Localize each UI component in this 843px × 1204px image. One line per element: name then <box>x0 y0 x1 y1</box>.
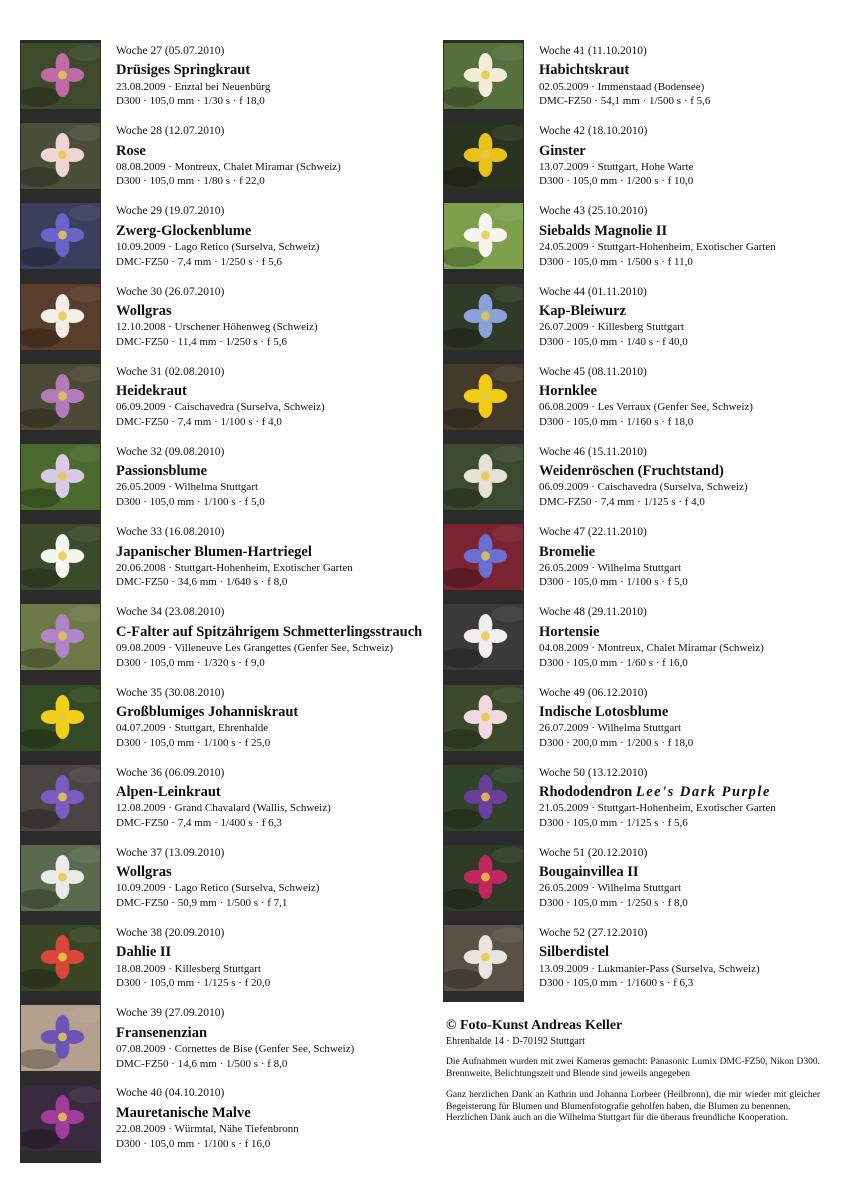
camera-settings: D300 · 105,0 mm · 1/80 s · f 22,0 <box>116 175 265 188</box>
left-column <box>20 40 423 1163</box>
filmstrip-frame <box>443 361 524 441</box>
entry-text <box>116 605 423 670</box>
date-location: 12.08.2009 · Grand Chavalard (Wallis, Schweiz) <box>116 802 331 815</box>
calendar-entry <box>20 601 423 681</box>
flower-name-main: Wollgras <box>116 302 172 319</box>
flower-name-main: C-Falter auf Spitzährigem Schmetterlingsstrauch <box>116 623 423 640</box>
entry-text <box>539 525 843 590</box>
filmstrip-frame <box>20 922 101 1002</box>
flower-photo <box>21 685 100 751</box>
calendar-entry <box>443 521 843 601</box>
date-location: 06.09.2009 · Caischavedra (Surselva, Schweiz) <box>539 481 748 494</box>
flower-name-main: Siebalds Magnolie II <box>539 222 668 239</box>
flower-name <box>539 462 843 480</box>
camera-settings: D300 · 105,0 mm · 1/125 s · f 20,0 <box>116 977 271 990</box>
flower-name-main: Hortensie <box>539 623 600 640</box>
date-location: 26.05.2009 · Wilhelma Stuttgart <box>116 481 259 494</box>
entry-text <box>539 926 843 991</box>
flower-name <box>116 863 420 881</box>
camera-settings: D300 · 105,0 mm · 1/320 s · f 9,0 <box>116 656 265 669</box>
flower-photo <box>21 284 100 350</box>
flower-name <box>116 61 420 79</box>
entry-text <box>539 445 843 510</box>
flower-name-main: Kap-Bleiwurz <box>539 302 626 319</box>
camera-settings: D300 · 200,0 mm · 1/200 s · f 18,0 <box>539 736 694 749</box>
camera-settings: D300 · 105,0 mm · 1/60 s · f 16,0 <box>539 656 688 669</box>
right-column <box>443 40 843 1002</box>
flower-photo <box>21 524 100 590</box>
week-label: Woche 39 (27.09.2010) <box>116 1007 225 1020</box>
date-location: 26.07.2009 · Killesberg Stuttgart <box>539 321 684 334</box>
filmstrip-frame <box>20 40 101 120</box>
date-location: 02.05.2009 · Immenstaad (Bodensee) <box>539 80 705 93</box>
date-location: 21.05.2009 · Stuttgart-Hohenheim, Exotischer Garten <box>539 802 776 815</box>
calendar-entry <box>443 842 843 922</box>
flower-name-main: Wollgras <box>116 864 172 881</box>
flower-name-main: Alpen-Leinkraut <box>116 784 221 801</box>
week-label: Woche 36 (06.09.2010) <box>116 766 225 779</box>
filmstrip-frame <box>20 281 101 361</box>
flower-name-main: Hornklee <box>539 383 597 400</box>
camera-settings: D300 · 105,0 mm · 1/100 s · f 5,0 <box>116 496 265 509</box>
flower-name-main: Mauretanische Malve <box>116 1104 251 1121</box>
entry-text <box>116 445 420 510</box>
flower-name-main: Fransenenzian <box>116 1024 208 1041</box>
flower-photo <box>21 765 100 831</box>
filmstrip-frame <box>443 120 524 200</box>
calendar-entry <box>443 922 843 1002</box>
copyright-brand: © Foto-Kunst Andreas Keller <box>446 1018 623 1033</box>
calendar-entry <box>443 40 843 120</box>
flower-name <box>116 703 420 721</box>
flower-photo <box>444 524 523 590</box>
flower-name <box>539 302 843 320</box>
week-label: Woche 44 (01.11.2010) <box>539 285 647 298</box>
flower-photo <box>444 925 523 991</box>
week-label: Woche 35 (30.08.2010) <box>116 686 225 699</box>
calendar-entry <box>443 281 843 361</box>
filmstrip-frame <box>443 601 524 681</box>
week-label: Woche 32 (09.08.2010) <box>116 445 225 458</box>
flower-name <box>539 543 843 561</box>
week-label: Woche 43 (25.10.2010) <box>539 205 648 218</box>
calendar-entry <box>20 762 420 842</box>
entry-text <box>116 124 420 189</box>
entry-text <box>116 1086 420 1151</box>
filmstrip-frame <box>443 922 524 1002</box>
flower-name-main: Silberdistel <box>539 944 610 961</box>
camera-settings: DMC-FZ50 · 54,1 mm · 1/500 s · f 5,6 <box>539 95 711 108</box>
week-label: Woche 30 (26.07.2010) <box>116 285 225 298</box>
flower-name <box>116 382 420 400</box>
flower-photo <box>21 123 100 189</box>
camera-settings: D300 · 105,0 mm · 1/30 s · f 18,0 <box>116 95 265 108</box>
camera-settings: D300 · 105,0 mm · 1/1600 s · f 6,3 <box>539 977 694 990</box>
entry-text <box>116 525 420 590</box>
week-label: Woche 45 (08.11.2010) <box>539 365 647 378</box>
date-location: 26.05.2009 · Wilhelma Stuttgart <box>539 561 682 574</box>
calendar-entry <box>20 120 420 200</box>
flower-name-main: Habichtskraut <box>539 62 630 79</box>
flower-photo <box>444 203 523 269</box>
flower-name-main: Japanischer Blumen-Hartriegel <box>116 543 312 560</box>
filmstrip-frame <box>20 120 101 200</box>
camera-note: Die Aufnahmen wurden mit zwei Kameras gemacht: Panasonic Lumix DMC-FZ50, Nikon D300. Brennweite, Belichtungszeit und Blende sind jeweils angegeben <box>446 1057 820 1079</box>
flower-name <box>116 943 420 961</box>
date-location: 04.08.2009 · Montreux, Chalet Miramar (Schweiz) <box>539 641 764 654</box>
flower-name <box>116 302 420 320</box>
entry-text <box>116 285 420 350</box>
flower-photo <box>21 1085 100 1151</box>
date-location: 08.08.2009 · Montreux, Chalet Miramar (Schweiz) <box>116 160 341 173</box>
flower-photo <box>444 685 523 751</box>
camera-settings: DMC-FZ50 · 7,4 mm · 1/100 s · f 4,0 <box>116 416 282 428</box>
flower-photo <box>444 284 523 350</box>
date-location: 06.09.2009 · Caischavedra (Surselva, Schweiz) <box>116 401 325 414</box>
flower-photo <box>21 364 100 430</box>
entry-text <box>539 686 843 751</box>
camera-settings: D300 · 105,0 mm · 1/500 s · f 11,0 <box>539 255 693 268</box>
calendar-entry <box>20 1082 420 1162</box>
date-location: 26.07.2009 · Wilhelma Stuttgart <box>539 722 682 734</box>
week-label: Woche 52 (27.12.2010) <box>539 927 648 940</box>
camera-settings: D300 · 105,0 mm · 1/40 s · f 40,0 <box>539 335 688 348</box>
camera-settings: DMC-FZ50 · 50,9 mm · 1/500 s · f 7,1 <box>116 897 288 910</box>
entry-text <box>539 605 843 670</box>
camera-settings: D300 · 105,0 mm · 1/250 s · f 8,0 <box>539 897 688 910</box>
flower-photo <box>444 845 523 911</box>
calendar-entry <box>443 361 843 441</box>
filmstrip-frame <box>443 40 524 120</box>
camera-settings: DMC-FZ50 · 34,6 mm · 1/640 s · f 8,0 <box>116 576 288 589</box>
week-label: Woche 33 (16.08.2010) <box>116 526 225 539</box>
filmstrip-frame <box>443 682 524 762</box>
credits-block <box>446 1018 820 1125</box>
entry-text <box>539 44 843 109</box>
flower-name-main: Heidekraut <box>116 383 187 400</box>
entry-text <box>539 365 843 430</box>
flower-name-main: Bougainvillea II <box>539 864 639 881</box>
week-label: Woche 37 (13.09.2010) <box>116 846 225 859</box>
flower-name-main: Bromelie <box>539 543 596 560</box>
entry-text <box>116 766 420 831</box>
week-label: Woche 42 (18.10.2010) <box>539 125 648 138</box>
camera-settings: D300 · 105,0 mm · 1/100 s · f 5,0 <box>539 576 688 589</box>
calendar-entry <box>20 682 420 762</box>
calendar-entry <box>20 1002 420 1082</box>
camera-settings: DMC-FZ50 · 7,4 mm · 1/400 s · f 6,3 <box>116 816 282 829</box>
flower-name <box>116 543 420 561</box>
entry-text <box>539 766 843 831</box>
entry-text <box>539 124 843 189</box>
camera-settings: D300 · 105,0 mm · 1/160 s · f 18,0 <box>539 416 694 428</box>
calendar-entry <box>443 120 843 200</box>
date-location: 26.05.2009 · Wilhelma Stuttgart <box>539 882 682 895</box>
week-label: Woche 51 (20.12.2010) <box>539 846 648 859</box>
week-label: Woche 34 (23.08.2010) <box>116 606 225 619</box>
calendar-entry <box>443 601 843 681</box>
date-location: 13.07.2009 · Stuttgart, Hohe Warte <box>539 160 694 173</box>
week-label: Woche 49 (06.12.2010) <box>539 686 648 699</box>
week-label: Woche 29 (19.07.2010) <box>116 205 225 218</box>
address: Ehrenhalde 14 · D-70192 Stuttgart <box>446 1036 585 1047</box>
flower-name <box>116 462 420 480</box>
flower-name-main: Indische Lotosblume <box>539 703 669 720</box>
entry-text <box>539 285 843 350</box>
filmstrip-frame <box>20 441 101 521</box>
flower-name <box>539 783 843 801</box>
entry-text <box>116 926 420 991</box>
flower-name-main: Rhododendron <box>539 784 633 801</box>
flower-name-main: Großblumiges Johanniskraut <box>116 703 299 720</box>
calendar-entry <box>443 441 843 521</box>
date-location: 24.05.2009 · Stuttgart-Hohenheim, Exotischer Garten <box>539 240 776 253</box>
camera-settings: D300 · 105,0 mm · 1/100 s · f 16,0 <box>116 1137 271 1150</box>
calendar-entry <box>20 40 420 120</box>
filmstrip-frame <box>443 842 524 922</box>
filmstrip-frame <box>443 762 524 842</box>
week-label: Woche 28 (12.07.2010) <box>116 125 225 138</box>
filmstrip-frame <box>443 521 524 601</box>
week-label: Woche 50 (13.12.2010) <box>539 766 648 779</box>
flower-name <box>116 623 423 641</box>
camera-settings: D300 · 105,0 mm · 1/200 s · f 10,0 <box>539 175 694 188</box>
camera-settings: D300 · 105,0 mm · 1/100 s · f 25,0 <box>116 736 271 749</box>
filmstrip-frame <box>20 1082 101 1162</box>
camera-settings: DMC-FZ50 · 7,4 mm · 1/125 s · f 4,0 <box>539 496 705 509</box>
entry-text <box>116 44 420 109</box>
flower-name-main: Zwerg-Glockenblume <box>116 222 252 239</box>
flower-photo <box>21 845 100 911</box>
flower-photo <box>21 444 100 510</box>
week-label: Woche 48 (29.11.2010) <box>539 606 647 619</box>
flower-name <box>539 703 843 721</box>
date-location: 10.09.2009 · Lago Retico (Surselva, Schweiz) <box>116 240 320 253</box>
cultivar-name: Lee's Dark Purple <box>635 784 771 801</box>
week-label: Woche 46 (15.11.2010) <box>539 445 647 458</box>
filmstrip-frame <box>20 361 101 441</box>
flower-photo <box>444 604 523 670</box>
filmstrip-frame <box>20 200 101 280</box>
thanks-note: Ganz herzlichen Dank an Kathrin und Johanna Lorbeer (Heilbronn), die mir wieder mit gleicher Begeisterung für Blumen und Blumenfotografie geholfen haben, die Blumen zu benennen. <box>446 1090 820 1112</box>
entry-text <box>116 686 420 751</box>
flower-name-main: Passionsblume <box>116 463 208 480</box>
calendar-entry <box>20 521 420 601</box>
camera-settings: DMC-FZ50 · 11,4 mm · 1/250 s · f 5,6 <box>116 335 288 348</box>
flower-name-main: Drüsiges Springkraut <box>116 62 251 79</box>
flower-photo <box>21 203 100 269</box>
week-label: Woche 27 (05.07.2010) <box>116 45 225 57</box>
filmstrip-frame <box>20 762 101 842</box>
filmstrip-frame <box>443 441 524 521</box>
filmstrip-frame <box>443 281 524 361</box>
week-label: Woche 40 (04.10.2010) <box>116 1087 225 1100</box>
calendar-entry <box>20 842 420 922</box>
flower-name-main: Dahlie II <box>116 944 172 961</box>
calendar-entry <box>20 441 420 521</box>
flower-name <box>116 1104 420 1122</box>
week-label: Woche 38 (20.09.2010) <box>116 927 225 940</box>
camera-settings: DMC-FZ50 · 14,6 mm · 1/500 s · f 8,0 <box>116 1057 288 1070</box>
week-label: Woche 47 (22.11.2010) <box>539 526 647 539</box>
thanks-wilhelma-note: Herzlichen Dank auch an die Wilhelma Stuttgart für die überaus freundliche Kooperation. <box>446 1113 788 1124</box>
date-location: 13.09.2009 · Lukmanier-Pass (Surselva, Schweiz) <box>539 962 760 975</box>
entry-text <box>116 365 420 430</box>
date-location: 20.06.2008 · Stuttgart-Hohenheim, Exotischer Garten <box>116 561 353 574</box>
entry-text <box>539 204 843 269</box>
date-location: 10.09.2009 · Lago Retico (Surselva, Schweiz) <box>116 882 320 895</box>
camera-settings: DMC-FZ50 · 7,4 mm · 1/250 s · f 5,6 <box>116 255 282 268</box>
flower-name-main: Rose <box>116 142 146 159</box>
calendar-entry <box>443 762 843 842</box>
flower-name <box>539 623 843 641</box>
calendar-entry <box>20 281 420 361</box>
flower-photo <box>21 1005 100 1071</box>
week-label: Woche 41 (11.10.2010) <box>539 45 647 57</box>
filmstrip-frame <box>20 682 101 762</box>
flower-name-main: Ginster <box>539 142 586 159</box>
flower-name <box>116 222 420 240</box>
date-location: 12.10.2008 · Urschener Höhenweg (Schweiz) <box>116 321 318 334</box>
entry-text <box>116 1006 420 1071</box>
date-location: 23.08.2009 · Enztal bei Neuenbürg <box>116 80 271 93</box>
filmstrip-frame <box>20 1002 101 1082</box>
flower-name <box>539 222 843 240</box>
entry-text <box>116 204 420 269</box>
flower-photo <box>444 765 523 831</box>
calendar-entry <box>20 361 420 441</box>
flower-name-main: Weidenröschen (Fruchtstand) <box>539 463 724 480</box>
flower-name <box>539 943 843 961</box>
calendar-entry <box>443 682 843 762</box>
calendar-entry <box>20 200 420 280</box>
flower-name <box>116 142 420 160</box>
entry-text <box>116 846 420 911</box>
week-label: Woche 31 (02.08.2010) <box>116 365 225 378</box>
flower-name <box>539 863 843 881</box>
flower-name <box>539 382 843 400</box>
filmstrip-frame <box>20 601 101 681</box>
entry-text <box>539 846 843 911</box>
flower-photo <box>444 43 523 109</box>
camera-settings: D300 · 105,0 mm · 1/125 s · f 5,6 <box>539 816 688 829</box>
filmstrip-frame <box>443 200 524 280</box>
date-location: 22.08.2009 · Würmtal, Nähe Tiefenbronn <box>116 1122 299 1135</box>
calendar-entry <box>443 200 843 280</box>
flower-photo <box>444 444 523 510</box>
date-location: 07.08.2009 · Cornettes de Bise (Genfer See, Schweiz) <box>116 1042 355 1055</box>
date-location: 06.08.2009 · Les Verraux (Genfer See, Schweiz) <box>539 401 753 414</box>
flower-photo <box>21 925 100 991</box>
flower-name <box>116 783 420 801</box>
flower-name <box>539 61 843 79</box>
calendar-entry <box>20 922 420 1002</box>
date-location: 18.08.2009 · Killesberg Stuttgart <box>116 962 261 975</box>
date-location: 04.07.2009 · Stuttgart, Ehrenhalde <box>116 722 269 734</box>
flower-name <box>116 1024 420 1042</box>
flower-photo <box>444 364 523 430</box>
flower-photo <box>21 43 100 109</box>
flower-photo <box>21 604 100 670</box>
filmstrip-frame <box>20 842 101 922</box>
flower-photo <box>444 123 523 189</box>
filmstrip-frame <box>20 521 101 601</box>
flower-name <box>539 142 843 160</box>
date-location: 09.08.2009 · Villeneuve Les Grangettes (Genfer See, Schweiz) <box>116 641 394 654</box>
